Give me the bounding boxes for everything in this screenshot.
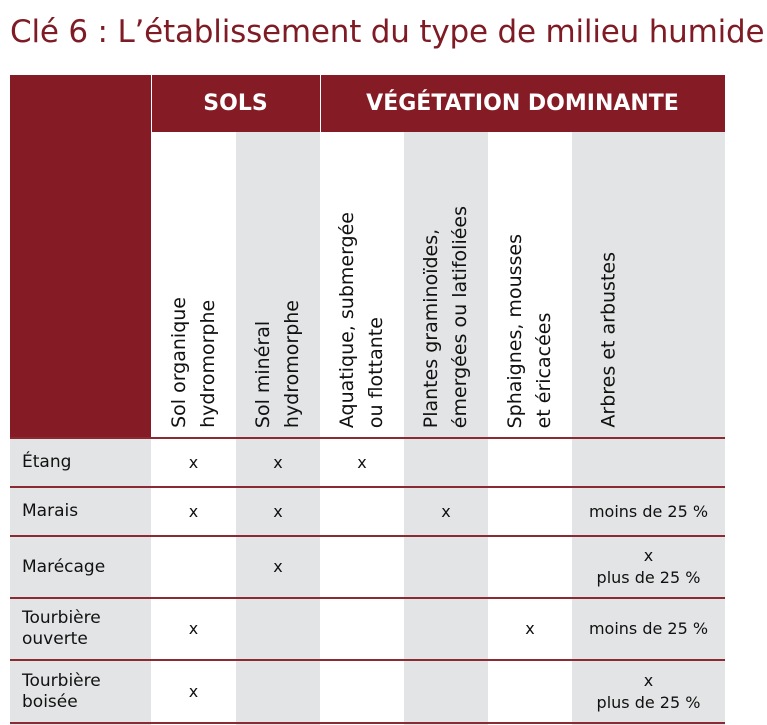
table-cell: x plus de 25 % <box>596 670 701 712</box>
table-cell: moins de 25 % <box>588 619 709 638</box>
column-header-label: Sol organique hydromorphe <box>167 297 219 428</box>
wetland-key-table <box>10 75 725 725</box>
table-cell <box>488 537 572 597</box>
table-cell: x <box>188 681 199 701</box>
table-cell <box>572 439 725 486</box>
header-corner <box>10 75 151 438</box>
table-cell <box>404 537 488 597</box>
row-label: Tourbière boisée <box>22 670 101 712</box>
table-cell: x <box>188 452 199 472</box>
table-cell <box>404 661 488 722</box>
column-header-aquatique <box>320 132 404 438</box>
column-header-arbres <box>572 132 645 438</box>
column-header-sol-organique <box>151 132 236 438</box>
table-cell: x <box>273 501 283 521</box>
group-label-sols: SOLS <box>203 91 268 116</box>
table-cell: x <box>188 501 199 521</box>
column-header-label: Arbres et arbustes <box>597 252 619 428</box>
table-cell <box>320 488 404 535</box>
column-header-label: Sol minéral hydromorphe <box>252 299 303 428</box>
table-cell <box>236 599 320 659</box>
table-cell: x <box>188 619 199 638</box>
row-label: Marécage <box>22 556 106 577</box>
column-header-sphaignes <box>488 132 572 438</box>
table-cell: x plus de 25 % <box>596 546 701 587</box>
column-header-label: Plantes graminoïdes, émergées ou latifoliées <box>420 205 471 428</box>
table-cell <box>320 537 404 597</box>
table-cell <box>488 488 572 535</box>
table-cell: x <box>273 452 283 472</box>
table-cell <box>236 661 320 722</box>
table-cell <box>404 599 488 659</box>
table-cell <box>151 537 236 597</box>
column-header-graminoides <box>404 132 488 438</box>
column-header-label: Sphaignes, mousses et éricacées <box>504 233 555 428</box>
table-cell: x <box>525 619 535 638</box>
table-cell: x <box>273 557 283 576</box>
table-cell: x <box>357 452 367 472</box>
table-cell <box>320 599 404 659</box>
table-cell <box>404 439 488 486</box>
page-title: Clé 6 : L’établissement du type de milieu humide <box>10 14 765 50</box>
group-label-vegetation: VÉGÉTATION DOMINANTE <box>366 91 679 116</box>
row-separator <box>10 722 725 724</box>
table-cell <box>488 439 572 486</box>
column-header-label: Aquatique, submergée ou flottante <box>336 211 387 428</box>
row-label: Étang <box>22 452 72 472</box>
table-cell <box>320 661 404 722</box>
table-cell <box>488 661 572 722</box>
row-label: Marais <box>22 501 79 521</box>
table-cell: moins de 25 % <box>588 501 709 521</box>
column-header-sol-mineral <box>236 132 320 438</box>
row-label: Tourbière ouverte <box>22 608 101 649</box>
table-cell: x <box>441 501 451 521</box>
